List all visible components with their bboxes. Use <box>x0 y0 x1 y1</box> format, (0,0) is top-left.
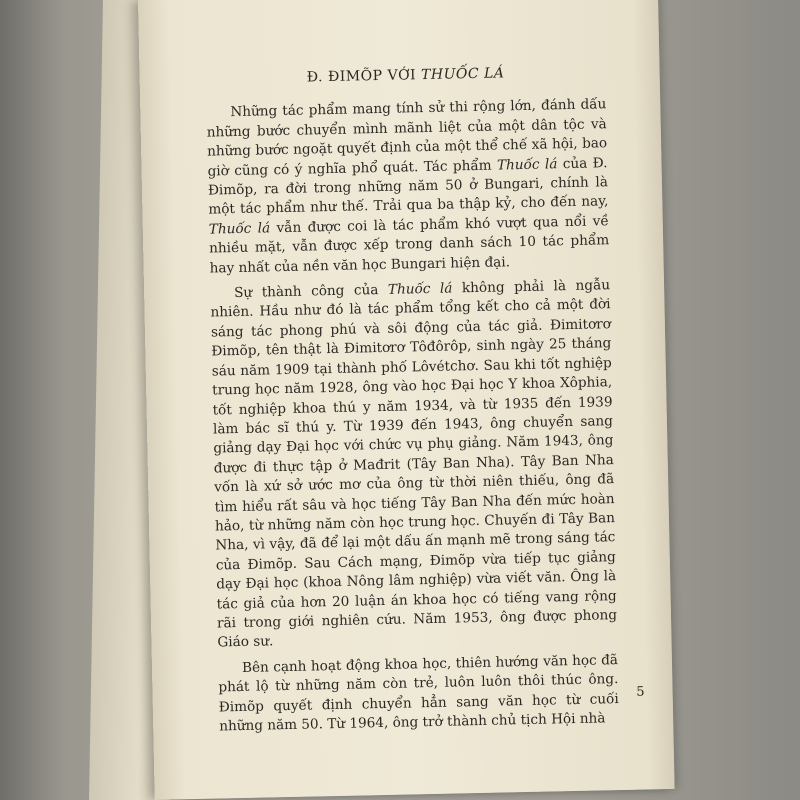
paragraph <box>206 96 610 279</box>
body-text <box>206 96 619 737</box>
page-text-block <box>205 62 619 743</box>
paragraph <box>218 651 620 737</box>
paragraph-text: Những tác phẩm mang tính sử thi rộng lớn, đánh dấu những bước chuyển mình mãnh liệt của một dân tộc và những bước ngoặt quyết định của một thể chế xã hội, bao giờ cũng có ý nghĩa phổ quát. Tác phẩm <box>206 96 608 180</box>
paragraph-text: vẫn được coi là tác phẩm khó vượt qua nổi về nhiều mặt, vẫn được xếp trong danh sách 10 tác phẩm hay nhất của nền văn học Bungari hiện đại. <box>209 213 610 277</box>
chapter-heading-main: Đ. ĐIMÕP VỚI <box>306 67 422 86</box>
paragraph <box>210 276 618 653</box>
italic-title-text: Thuốc lá <box>496 155 558 174</box>
italic-title-text: Thuốc lá <box>387 280 453 298</box>
paragraph-text: của Đ. Đimõp, ra đời trong những năm 50 ở Bungari, chính là một tác phẩm như thế. Trải qua ba thập kỷ, cho đến nay, <box>207 154 609 219</box>
page-number: 5 <box>636 684 645 700</box>
paragraph-text: Sự thành công của <box>233 281 389 302</box>
chapter-heading <box>205 62 605 90</box>
book-page <box>138 0 675 800</box>
paragraph-text: không phải là ngẫu nhiên. Hầu như đó là tác phẩm tổng kết cho cả một đời sáng tác phong phú và sôi động của tác giả. Đimitơrơ Đimõp, tên thật là Đimitơrơ Tôđôrôp, sinh ngày 25 tháng sáu năm 1909 tại thành phố Lôvétchơ. Sau khi tốt nghiệp trung học năm 1928, ông vào học Đại học Y khoa Xôphia, tốt nghiệp khoa thú y năm 1934, và từ 1935 đến 1939 làm bác sĩ thú y. Từ 1939 đến 1943, ông chuyển sang giảng dạy Đại học với chức vụ phụ giảng. Năm 1943, ông được đi thực tập ở Mađrit (Tây Ban Nha). Tây Ban Nha vốn là xứ sở ước mơ của ông từ thời niên thiếu, ông đã tìm hiểu rất sâu và học tiếng Tây Ban Nha đến mức hoàn hảo, từ những năm còn học trung học. Chuyến đi Tây Ban Nha, vì vậy, đã để lại một dấu ấn mạnh mẽ trong sáng tác của Đimõp. Sau Cách mạng, Đimõp vừa tiếp tục giảng dạy Đại học (khoa Nông lâm nghiệp) vừa viết văn. Ông là tác giả của hơn 20 luận án khoa học có tiếng vang rộng rãi trong giới nghiên cứu. Năm 1953, ông được phong Giáo sư. <box>210 277 618 651</box>
italic-title-text: Thuốc lá <box>208 220 271 238</box>
paragraph-text: Bên cạnh hoạt động khoa học, thiên hướng văn học đã phát lộ từ những năm còn trẻ, luôn luôn thôi thúc ông. Đimõp quyết định chuyển hẳn sang văn học từ cuối những năm 50. Từ 1964, ông trở thành chủ tịch Hội nhà <box>218 651 619 735</box>
chapter-heading-title: THUỐC LÁ <box>420 65 505 84</box>
